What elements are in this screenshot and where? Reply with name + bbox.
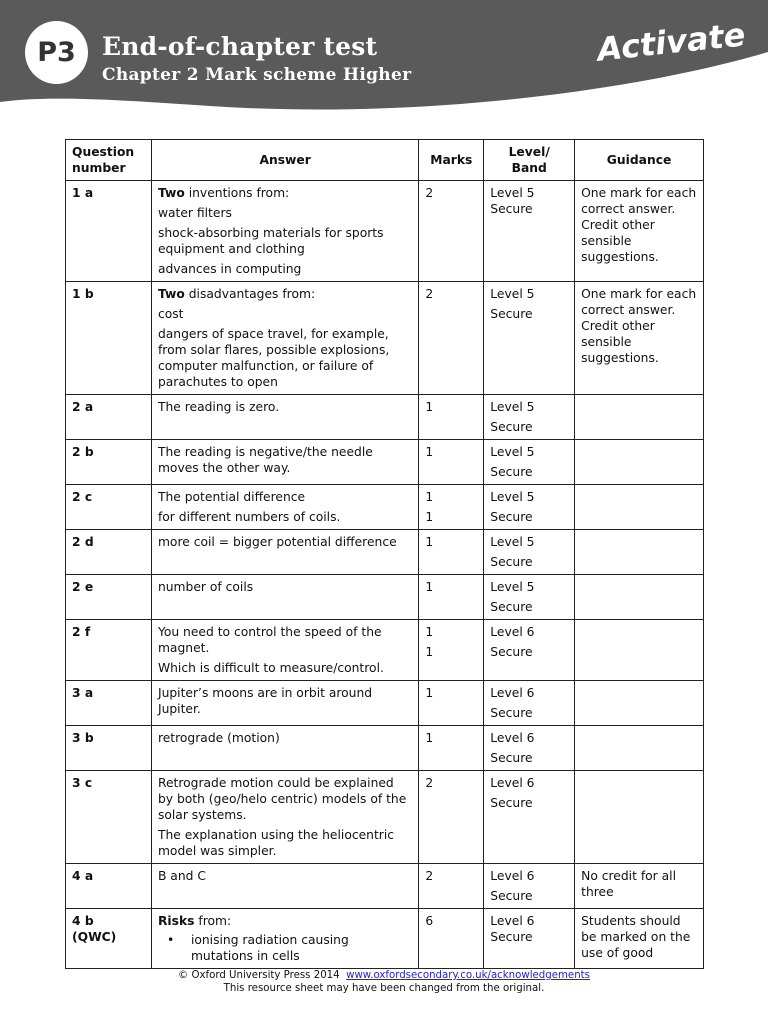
table-row [66, 909, 704, 969]
answer-keyword: Two [157, 287, 185, 301]
marks-cell [419, 181, 484, 282]
question-number: 2 d [66, 530, 152, 575]
band-value: Secure [490, 751, 533, 765]
question-number: 4 b [72, 914, 94, 928]
table-row [66, 575, 704, 620]
level-cell [484, 575, 575, 620]
guidance-cell [575, 440, 704, 485]
band-value: Secure [490, 796, 533, 810]
level-value: Level 6 [490, 625, 535, 639]
table-row [66, 485, 704, 530]
band-value: Secure [490, 510, 533, 524]
band-value: Secure [490, 420, 533, 434]
answer-line: water filters [157, 206, 232, 220]
level-cell [484, 620, 575, 681]
marks-cell: 1 [419, 726, 484, 771]
answer-cell [151, 771, 418, 864]
level-value: Level 5 [490, 535, 535, 549]
marks-value: 1 [425, 510, 434, 524]
level-value: Level 5 [490, 580, 535, 594]
question-number: 2 f [66, 620, 152, 681]
level-cell [484, 681, 575, 726]
guidance-cell: One mark for each correct answer. Credit other sensible suggestions. [575, 282, 704, 395]
guidance-cell [575, 620, 704, 681]
level-cell [484, 726, 575, 771]
marks-cell: 1 [419, 440, 484, 485]
guidance-cell: Students should be marked on the use of good [575, 909, 704, 969]
guidance-cell [575, 530, 704, 575]
level-value: Level 5 [490, 490, 535, 504]
answer-bullet-list [158, 932, 412, 964]
copyright-text: © Oxford University Press 2014 [178, 970, 340, 981]
answer-line: advances in computing [157, 262, 302, 276]
question-number: 3 a [66, 681, 152, 726]
page-title: End-of-chapter test [102, 32, 378, 61]
band-value: Secure [490, 307, 533, 321]
band-value: Secure [490, 202, 533, 216]
page-subtitle: Chapter 2 Mark scheme Higher [102, 65, 412, 85]
level-value: Level 6 [490, 686, 535, 700]
answer-cell [151, 485, 418, 530]
answer-cell [151, 909, 418, 969]
marks-value: 1 [425, 645, 434, 659]
guidance-cell [575, 726, 704, 771]
level-cell [484, 395, 575, 440]
page-header [0, 0, 768, 115]
answer-cell: Jupiter’s moons are in orbit around Jupiter. [151, 681, 418, 726]
page-footer [0, 969, 768, 995]
question-qwc: (QWC) [72, 930, 117, 944]
question-number: 1 a [66, 181, 152, 282]
table-row [66, 726, 704, 771]
guidance-cell: One mark for each correct answer. Credit other sensible suggestions. [575, 181, 704, 282]
table-row [66, 282, 704, 395]
table-header-row [66, 140, 704, 181]
table-row [66, 181, 704, 282]
answer-cell: number of coils [151, 575, 418, 620]
answer-cell: retrograde (motion) [151, 726, 418, 771]
level-cell [484, 909, 575, 969]
answer-line: The potential difference [157, 490, 306, 504]
answer-line: Which is difficult to measure/control. [157, 661, 384, 675]
marks-value: 1 [425, 490, 434, 504]
marks-cell: 2 [419, 864, 484, 909]
answer-cell [151, 620, 418, 681]
guidance-cell [575, 771, 704, 864]
guidance-cell [575, 575, 704, 620]
header-question-number: Question number [66, 140, 152, 181]
question-number: 4 a [66, 864, 152, 909]
answer-line: shock-absorbing materials for sports equipment and clothing [157, 226, 384, 256]
question-number: 3 c [66, 771, 152, 864]
level-cell [484, 440, 575, 485]
level-value: Level 6 [490, 869, 535, 883]
footer-note: This resource sheet may have been changed from the original. [223, 983, 545, 994]
marks-cell: 2 [419, 771, 484, 864]
level-value: Level 5 [490, 186, 535, 200]
table-row [66, 440, 704, 485]
table-row [66, 864, 704, 909]
guidance-cell [575, 485, 704, 530]
answer-cell [151, 181, 418, 282]
guidance-cell [575, 681, 704, 726]
level-cell [484, 530, 575, 575]
question-number: 2 a [66, 395, 152, 440]
question-number: 3 b [66, 726, 152, 771]
answer-keyword: Risks [157, 914, 195, 928]
answer-line: Retrograde motion could be explained by both (geo/helo centric) models of the solar systems. [157, 776, 407, 822]
marks-cell: 1 [419, 575, 484, 620]
marks-cell: 1 [419, 395, 484, 440]
mark-scheme-table [65, 139, 704, 969]
question-number: 2 b [66, 440, 152, 485]
brand-logo: Activate [595, 15, 748, 69]
level-value: Level 5 [490, 400, 535, 414]
list-item: • ionising radiation causing mutations in cells [158, 932, 412, 964]
table-row [66, 681, 704, 726]
header-answer: Answer [151, 140, 418, 181]
question-number: 1 b [66, 282, 152, 395]
table-row [66, 530, 704, 575]
answer-cell: The reading is negative/the needle moves the other way. [151, 440, 418, 485]
marks-cell [419, 485, 484, 530]
answer-cell [151, 282, 418, 395]
answer-line: for different numbers of coils. [157, 510, 341, 524]
guidance-cell [575, 395, 704, 440]
band-value: Secure [490, 645, 533, 659]
question-number: 2 c [66, 485, 152, 530]
level-value: Level 6 [490, 731, 535, 745]
answer-cell: The reading is zero. [151, 395, 418, 440]
level-value: Level 6 [490, 776, 535, 790]
question-number-cell [66, 909, 152, 969]
table-row [66, 395, 704, 440]
band-value: Secure [490, 706, 533, 720]
level-cell [484, 282, 575, 395]
answer-keyword: Two [157, 186, 185, 200]
marks-cell: 1 [419, 681, 484, 726]
marks-cell [419, 620, 484, 681]
marks-cell: 1 [419, 530, 484, 575]
answer-line: The explanation using the heliocentric model was simpler. [157, 828, 395, 858]
acknowledgements-link[interactable]: www.oxfordsecondary.co.uk/acknowledgements [346, 970, 590, 981]
answer-lead: from: [194, 914, 232, 928]
band-value: Secure [490, 465, 533, 479]
marks-value: 1 [425, 625, 434, 639]
level-value: Level 6 [490, 914, 535, 928]
marks-cell [419, 282, 484, 395]
band-value: Secure [490, 889, 533, 903]
marks-value: 2 [425, 186, 434, 200]
guidance-cell: No credit for all three [575, 864, 704, 909]
level-cell [484, 771, 575, 864]
header-marks: Marks [419, 140, 484, 181]
question-number: 2 e [66, 575, 152, 620]
answer-line: You need to control the speed of the magnet. [157, 625, 382, 655]
answer-cell: more coil = bigger potential difference [151, 530, 418, 575]
table-row [66, 620, 704, 681]
answer-lead: disadvantages from: [184, 287, 316, 301]
band-value: Secure [490, 930, 533, 944]
table-row [66, 771, 704, 864]
level-value: Level 5 [490, 445, 535, 459]
marks-cell: 6 [419, 909, 484, 969]
answer-cell: B and C [151, 864, 418, 909]
answer-line: cost [157, 307, 184, 321]
header-guidance: Guidance [575, 140, 704, 181]
header-level-band: Level/ Band [484, 140, 575, 181]
chapter-badge: P3 [25, 21, 88, 84]
answer-lead: inventions from: [184, 186, 290, 200]
level-cell [484, 485, 575, 530]
level-cell [484, 864, 575, 909]
band-value: Secure [490, 600, 533, 614]
marks-value: 2 [425, 287, 434, 301]
band-value: Secure [490, 555, 533, 569]
answer-line: dangers of space travel, for example, from solar flares, possible explosions, computer malfunction, or failure of parachutes to open [157, 327, 390, 389]
level-cell [484, 181, 575, 282]
level-value: Level 5 [490, 287, 535, 301]
